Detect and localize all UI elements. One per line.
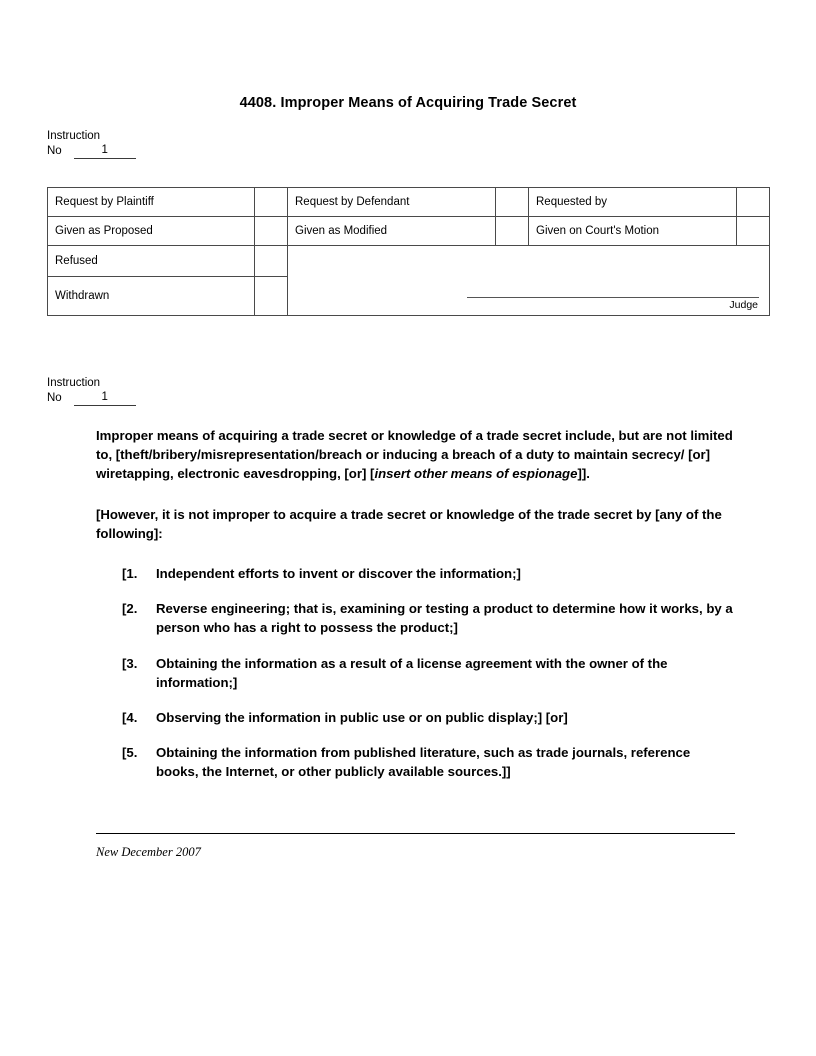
checkbox-withdrawn[interactable] bbox=[255, 277, 288, 316]
paragraph-1-placeholder-italic: insert other means of espionage bbox=[374, 466, 578, 482]
table-row bbox=[48, 246, 770, 277]
table-row bbox=[48, 217, 770, 246]
checkbox-request-by-defendant[interactable] bbox=[496, 188, 529, 217]
instruction-no-label: No bbox=[47, 392, 62, 404]
list-item bbox=[96, 599, 736, 637]
checkbox-given-as-modified[interactable] bbox=[496, 217, 529, 246]
checkbox-request-by-plaintiff[interactable] bbox=[255, 188, 288, 217]
request-disposition-table bbox=[47, 187, 770, 316]
paragraph-1-text-part-1: Improper means of acquiring a trade secret or knowledge of a trade secret include, but are not limited to, [theft/bribery/misrepresentation/breach or inducing a breach of a duty to maintain secrecy/ [or] wiretapping, electronic eavesdropping, [or] [ bbox=[96, 428, 733, 482]
cell-request-by-plaintiff: Request by Plaintiff bbox=[48, 188, 255, 217]
list-item-marker: [2. bbox=[122, 601, 138, 617]
instruction-number-header-top bbox=[47, 129, 136, 159]
cell-refused: Refused bbox=[48, 246, 255, 277]
table-row bbox=[48, 188, 770, 217]
checkbox-given-as-proposed[interactable] bbox=[255, 217, 288, 246]
page-title: 4408. Improper Means of Acquiring Trade Secret bbox=[239, 95, 577, 111]
list-item-marker: [5. bbox=[122, 745, 138, 761]
paragraph-1-text-part-2: ]]. bbox=[577, 466, 590, 482]
instruction-number-field[interactable]: 1 bbox=[74, 391, 136, 406]
list-item-text: Obtaining the information from published literature, such as trade journals, reference books, the Internet, or other publicly available sources.]] bbox=[156, 745, 691, 780]
instruction-paragraph-2: [However, it is not improper to acquire a trade secret or knowledge of the trade secret by [any of the following]: bbox=[96, 506, 722, 541]
checkbox-given-on-courts-motion[interactable] bbox=[737, 217, 770, 246]
instruction-paragraph-1 bbox=[96, 426, 736, 484]
cell-given-on-courts-motion: Given on Court's Motion bbox=[529, 217, 737, 246]
list-item-marker: [3. bbox=[122, 655, 138, 671]
instruction-body bbox=[96, 426, 736, 798]
list-item-text: Obtaining the information as a result of a license agreement with the owner of the information;] bbox=[156, 655, 668, 690]
judge-signature-label: Judge bbox=[729, 299, 758, 311]
judge-signature-area bbox=[288, 246, 770, 316]
list-item bbox=[96, 564, 736, 583]
instruction-number-field[interactable]: 1 bbox=[74, 144, 136, 159]
cell-given-as-modified: Given as Modified bbox=[288, 217, 496, 246]
exceptions-list bbox=[96, 564, 736, 782]
footer-divider bbox=[96, 833, 735, 834]
footer-revision-note: New December 2007 bbox=[96, 845, 201, 859]
instruction-number-header-body bbox=[47, 376, 136, 406]
checkbox-refused[interactable] bbox=[255, 246, 288, 277]
list-item-marker: [1. bbox=[122, 566, 138, 582]
cell-withdrawn: Withdrawn bbox=[48, 277, 255, 316]
list-item-marker: [4. bbox=[122, 710, 138, 726]
instruction-no-label: No bbox=[47, 145, 62, 157]
cell-given-as-proposed: Given as Proposed bbox=[48, 217, 255, 246]
instruction-label-line1: Instruction bbox=[47, 377, 101, 389]
list-item-text: Observing the information in public use or on public display;] [or] bbox=[156, 710, 568, 726]
list-item-text: Independent efforts to invent or discover the information;] bbox=[156, 566, 521, 582]
cell-request-by-defendant: Request by Defendant bbox=[288, 188, 496, 217]
list-item-text: Reverse engineering; that is, examining or testing a product to determine how it works, by a person who has a right to possess the product;] bbox=[156, 601, 733, 636]
list-item bbox=[96, 743, 736, 781]
instruction-label-line1: Instruction bbox=[47, 130, 101, 142]
list-item bbox=[96, 708, 736, 727]
checkbox-requested-by[interactable] bbox=[737, 188, 770, 217]
list-item bbox=[96, 654, 736, 692]
cell-requested-by: Requested by bbox=[529, 188, 737, 217]
